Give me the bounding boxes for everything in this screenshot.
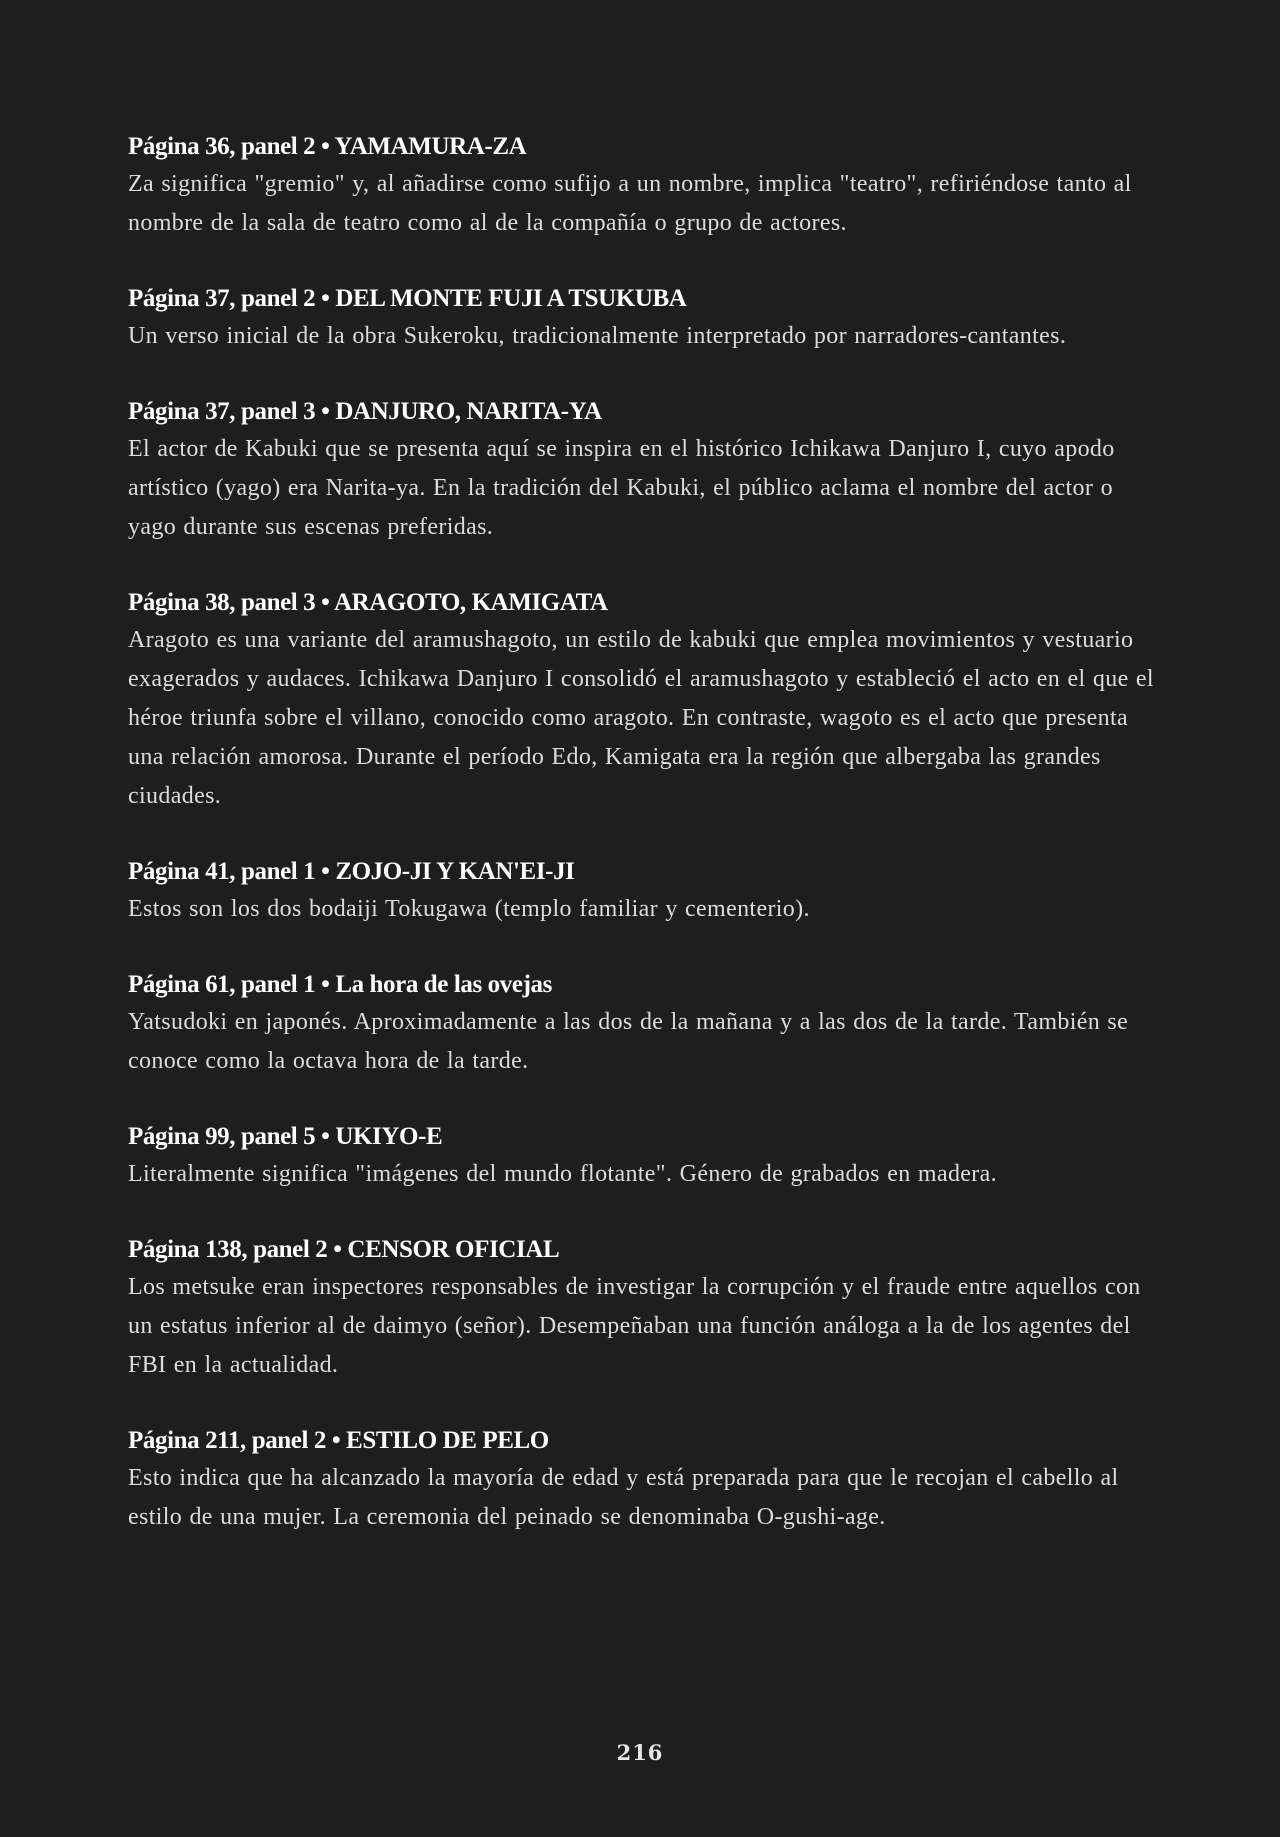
note-body: Un verso inicial de la obra Sukeroku, tradicionalmente interpretado por narradores-cantantes. xyxy=(128,323,1067,349)
note-monte-fuji xyxy=(128,280,1158,356)
note-heading: Página 99, panel 5 • UKIYO-E xyxy=(128,1123,443,1150)
note-heading: Página 37, panel 3 • DANJURO, NARITA-YA xyxy=(128,398,602,425)
note-body: Los metsuke eran inspectores responsables de investigar la corrupción y el fraude entre aquellos con un estatus inferior al de daimyo (señor). Desempeñaban una función análoga a la de los agentes del FBI en la actualidad. xyxy=(128,1274,1141,1378)
note-estilo-pelo xyxy=(128,1422,1158,1537)
note-heading: Página 138, panel 2 • CENSOR OFICIAL xyxy=(128,1236,560,1263)
note-body: Aragoto es una variante del aramushagoto, un estilo de kabuki que emplea movimientos y vestuario exagerados y audaces. Ichikawa Danjuro I consolidó el aramushagoto y estableció el acto en el que el héroe triunfa sobre el villano, conocido como aragoto. En contraste, wagoto es el acto que presenta una relación amorosa. Durante el período Edo, Kamigata era la región que albergaba las grandes ciudades. xyxy=(128,627,1154,809)
note-censor-oficial xyxy=(128,1231,1158,1385)
note-heading: Página 36, panel 2 • YAMAMURA-ZA xyxy=(128,133,527,160)
note-aragoto xyxy=(128,584,1158,816)
note-body: Za significa "gremio" y, al añadirse como sufijo a un nombre, implica "teatro", refiriéndose tanto al nombre de la sala de teatro como al de la compañía o grupo de actores. xyxy=(128,171,1132,236)
note-body: Estos son los dos bodaiji Tokugawa (templo familiar y cementerio). xyxy=(128,896,810,922)
note-body: Literalmente significa "imágenes del mundo flotante". Género de grabados en madera. xyxy=(128,1161,997,1187)
note-heading: Página 61, panel 1 • La hora de las ovejas xyxy=(128,971,552,998)
note-hora-ovejas xyxy=(128,966,1158,1081)
note-ukiyo-e xyxy=(128,1118,1158,1194)
note-heading: Página 41, panel 1 • ZOJO-JI Y KAN'EI-JI xyxy=(128,858,575,885)
note-danjuro xyxy=(128,393,1158,547)
page-number: 216 xyxy=(616,1740,664,1765)
note-zojo-ji xyxy=(128,853,1158,929)
note-body: Yatsudoki en japonés. Aproximadamente a las dos de la mañana y a las dos de la tarde. También se conoce como la octava hora de la tarde. xyxy=(128,1009,1129,1074)
note-heading: Página 37, panel 2 • DEL MONTE FUJI A TSUKUBA xyxy=(128,285,687,312)
note-yamamura-za xyxy=(128,128,1158,243)
note-body: El actor de Kabuki que se presenta aquí se inspira en el histórico Ichikawa Danjuro I, cuyo apodo artístico (yago) era Narita-ya. En la tradición del Kabuki, el público aclama el nombre del actor o yago durante sus escenas preferidas. xyxy=(128,436,1115,540)
glossary-notes xyxy=(128,128,1158,1574)
note-body: Esto indica que ha alcanzado la mayoría de edad y está preparada para que le recojan el cabello al estilo de una mujer. La ceremonia del peinado se denominaba O-gushi-age. xyxy=(128,1465,1119,1530)
note-heading: Página 38, panel 3 • ARAGOTO, KAMIGATA xyxy=(128,589,608,616)
note-heading: Página 211, panel 2 • ESTILO DE PELO xyxy=(128,1427,549,1454)
